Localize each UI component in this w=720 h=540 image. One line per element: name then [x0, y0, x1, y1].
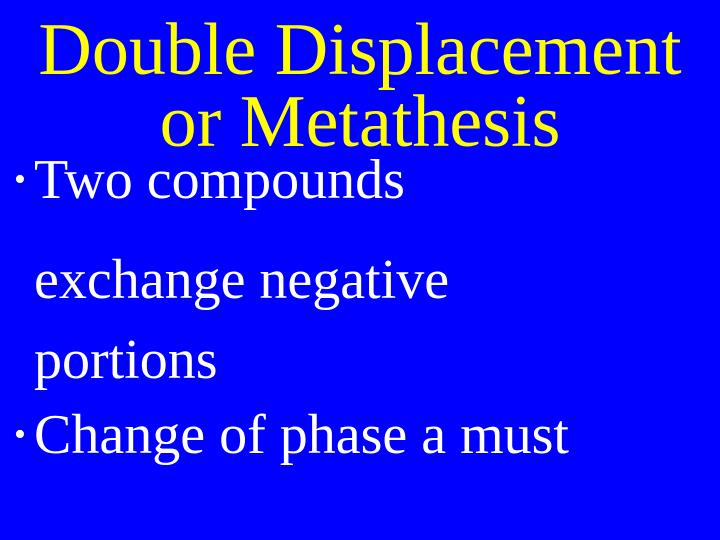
- bullet-marker: •: [14, 416, 26, 453]
- bullet-1-text-line-3: portions: [34, 329, 218, 391]
- bullet-2-text: Change of phase a must: [34, 404, 569, 466]
- bullet-1: [6, 150, 405, 210]
- slide-title-line-2: or Metathesis: [159, 81, 561, 163]
- bullet-1-text-line-2: exchange negative: [34, 249, 450, 311]
- bullet-2: [6, 405, 569, 465]
- slide-title-line-1: Double Displacement: [38, 9, 682, 91]
- slide-title: [0, 9, 720, 163]
- bullet-marker: •: [14, 161, 26, 198]
- bullet-1-text-line-1: Two compounds: [34, 149, 405, 211]
